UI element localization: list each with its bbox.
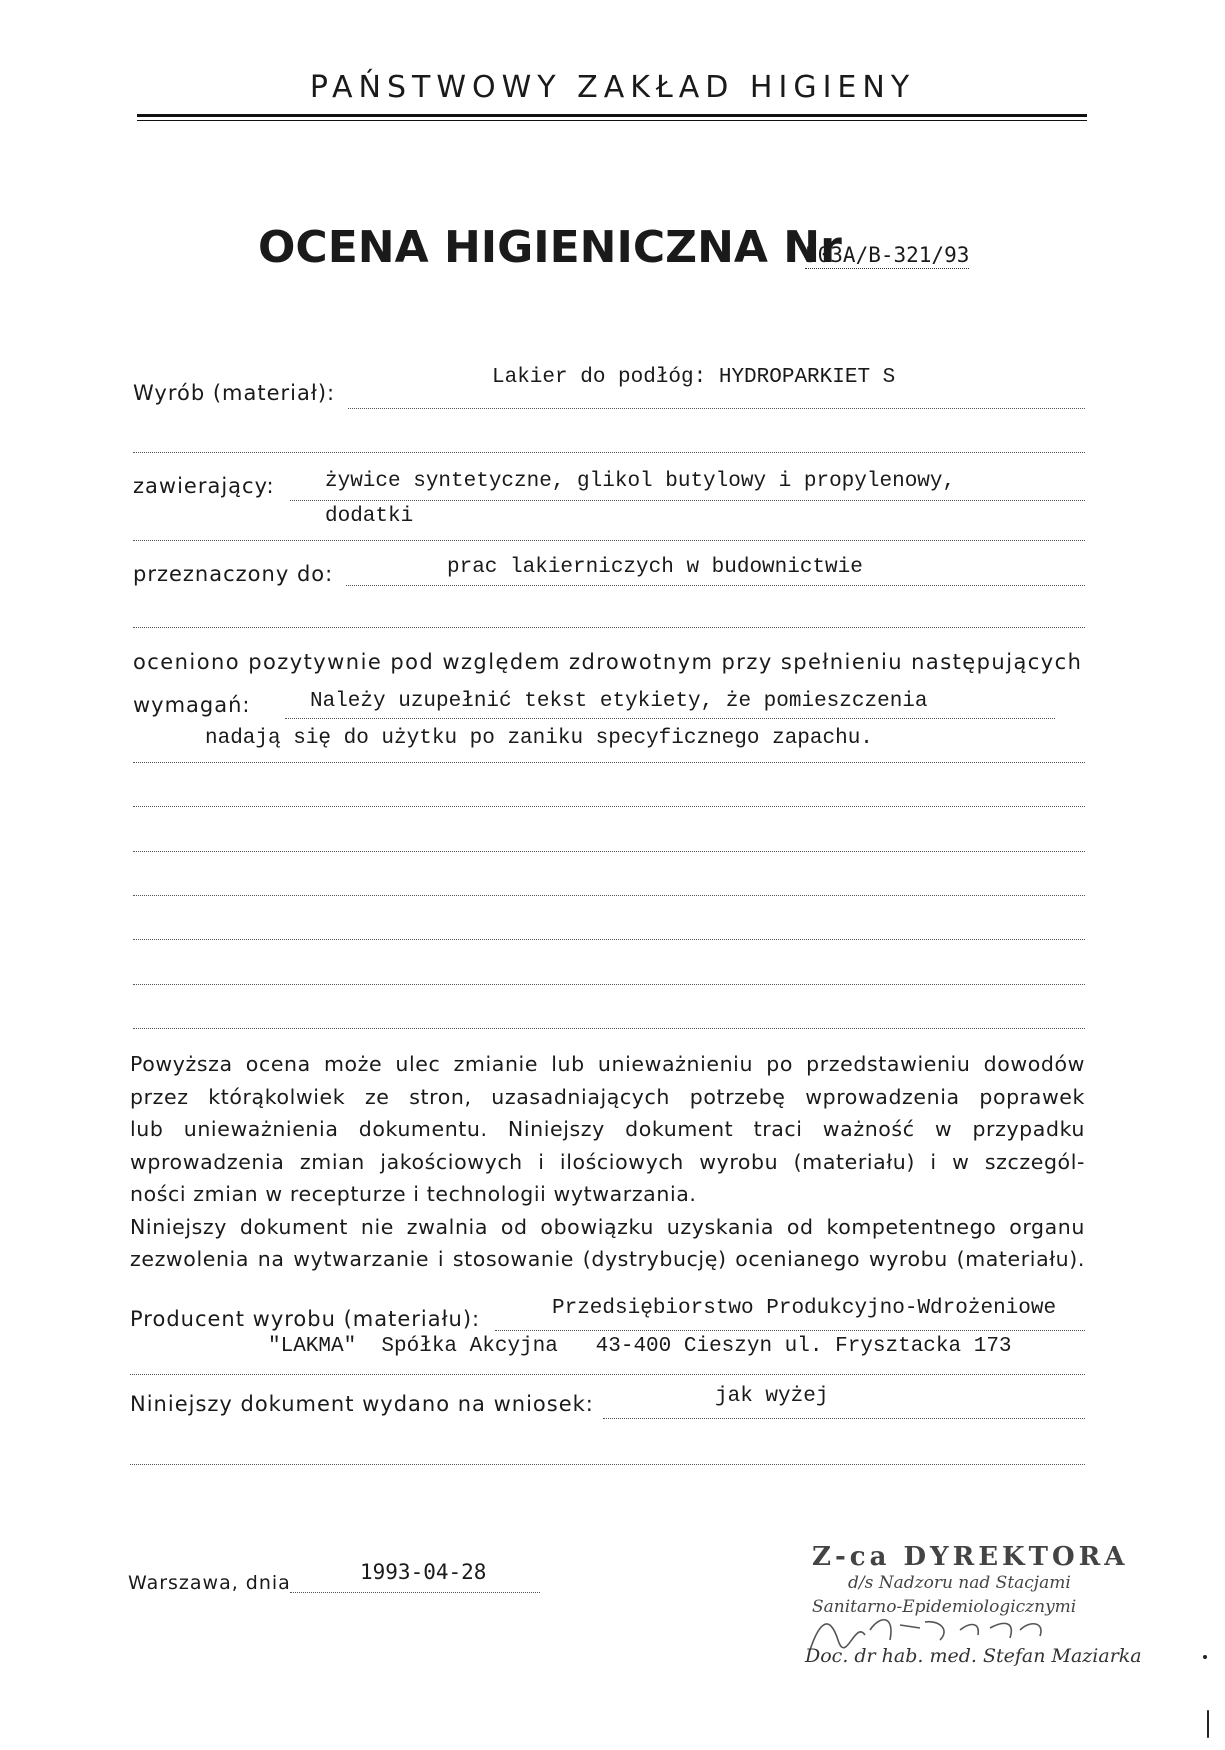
product-value: Lakier do podłóg: HYDROPARKIET S	[492, 366, 896, 389]
blank-dotted-line	[133, 452, 1085, 453]
header-rule-thick	[137, 114, 1087, 117]
notice-line: wprowadzenia zmian jakościowych i ilościowych wyrobu (materiału) i w szczegól-	[130, 1149, 1085, 1174]
director-stamp-title: Z-ca DYREKTORA	[812, 1542, 1129, 1572]
empty-dotted-line	[133, 939, 1085, 940]
document-number: 503A/B-321/93	[805, 243, 970, 267]
scan-speck	[1203, 1655, 1207, 1659]
institution-header: PAŃSTWOWY ZAKŁAD HIGIENY	[309, 70, 916, 105]
notice-line: Niniejszy dokument nie zwalnia od obowiązku uzyskania od kompetentnego organu	[130, 1214, 1085, 1239]
empty-dotted-line	[133, 984, 1085, 985]
empty-dotted-line	[133, 806, 1085, 807]
contains-dotted-line-1	[290, 500, 1085, 501]
empty-dotted-line	[133, 1028, 1085, 1029]
director-stamp-line-2: Sanitarno-Epidemiologicznymi	[812, 1597, 1077, 1617]
contains-label: zawierający:	[133, 474, 275, 498]
producer-label: Producent wyrobu (materiału):	[130, 1307, 481, 1331]
producer-dotted-line-1	[495, 1330, 1085, 1331]
product-label: Wyrób (materiał):	[133, 381, 336, 405]
notice-paragraph	[130, 1048, 1085, 1276]
scan-speck	[1207, 1710, 1209, 1738]
producer-dotted-line-2	[130, 1374, 1085, 1375]
signer-name: Doc. dr hab. med. Stefan Maziarka	[805, 1645, 1142, 1667]
request-label: Niniejszy dokument wydano na wniosek:	[130, 1392, 594, 1416]
intended-dotted-line	[346, 585, 1085, 586]
requirements-value-line-2: nadają się do użytku po zaniku specyficznego zapachu.	[205, 727, 873, 750]
requirements-label: wymagań:	[133, 693, 251, 717]
request-dotted-line	[603, 1418, 1085, 1419]
place-label: Warszawa, dnia	[128, 1572, 291, 1594]
notice-line: lub unieważnienia dokumentu. Niniejszy dokument traci ważność w przypadku	[130, 1117, 1085, 1141]
notice-line: ności zmian w recepturze i technologii wytwarzania.	[130, 1182, 697, 1206]
contains-value-line-2: dodatki	[325, 505, 414, 528]
notice-line: Powyższa ocena może ulec zmianie lub unieważnieniu po przedstawieniu dowodów	[130, 1052, 1085, 1076]
header-rule-thin	[137, 120, 1087, 121]
document-title: OCENA HIGIENICZNA Nr	[258, 222, 842, 273]
requirements-dotted-line-1	[285, 718, 1055, 719]
empty-dotted-line	[133, 851, 1085, 852]
product-dotted-line	[348, 408, 1085, 409]
blank-dotted-line	[130, 1464, 1085, 1465]
request-value: jak wyżej	[715, 1385, 829, 1408]
issue-date: 1993-04-28	[360, 1560, 487, 1584]
empty-dotted-line	[133, 895, 1085, 896]
requirements-value-line-1: Należy uzupełnić tekst etykiety, że pomieszczenia	[310, 690, 928, 713]
notice-line: przez którąkolwiek ze stron, uzasadniających potrzebę wprowadzenia poprawek	[130, 1084, 1085, 1109]
intended-value: prac lakierniczych w budownictwie	[447, 556, 863, 579]
intended-label: przeznaczony do:	[133, 562, 334, 586]
assessment-text: oceniono pozytywnie pod względem zdrowotnym przy spełnieniu następujących	[133, 650, 1083, 674]
notice-line: zezwolenia na wytwarzanie i stosowanie (dystrybucję) ocenianego wyrobu (materiału).	[130, 1247, 1085, 1271]
requirements-dotted-line-2	[133, 762, 1085, 763]
director-stamp-line-1: d/s Nadzoru nad Stacjami	[848, 1573, 1071, 1593]
contains-value-line-1: żywice syntetyczne, glikol butylowy i propylenowy,	[325, 470, 956, 493]
blank-dotted-line	[133, 627, 1085, 628]
producer-value-line-1: Przedsiębiorstwo Produkcyjno-Wdrożeniowe	[552, 1297, 1057, 1320]
producer-value-line-2: "LAKMA" Spółka Akcyjna 43-400 Cieszyn ul. Frysztacka 173	[268, 1335, 1012, 1358]
date-dotted-line	[290, 1592, 540, 1593]
contains-dotted-line-2	[133, 540, 1085, 541]
